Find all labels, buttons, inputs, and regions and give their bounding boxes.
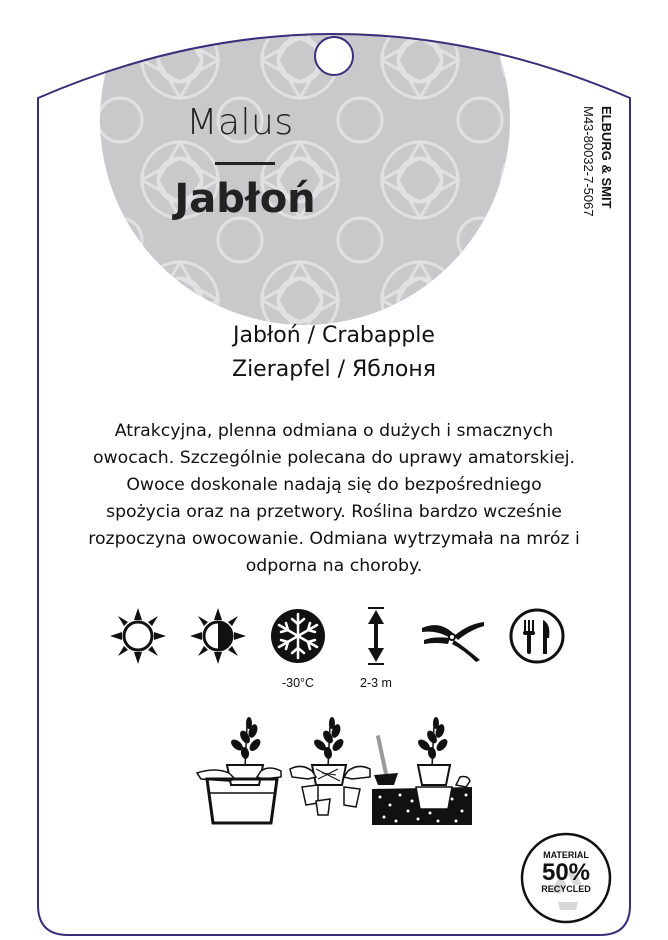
badge-line-3: RECYCLED [541, 884, 591, 894]
half-shade-icon [188, 606, 248, 666]
full-sun-icon [108, 606, 168, 666]
species-title: Jabłoń [174, 176, 316, 222]
frost-hardiness-icon [268, 606, 328, 666]
pruning-shears-icon [420, 606, 486, 666]
product-code: M43-80032-7-5067 [581, 106, 596, 217]
plant-description: Atrakcyjna, plenna odmiana o dużych i smacznych owocach. Szczególnie polecana do uprawy amatorskiej. Owoce doskonale nadają się do bezpośredniego spożycia oraz na przetwory. Roślina bardzo wcześnie rozpoczyna owocowanie. Odmiana wytrzymała na mróz i odporna na choroby. [88, 421, 580, 576]
recycled-material-badge [520, 832, 612, 924]
brand-name: ELBURG & SMIT [599, 106, 614, 209]
height-caption: 2-3 m [360, 676, 392, 690]
brand-code-vertical [560, 106, 620, 286]
common-names-line-1: Jabłoń / Crabapple [233, 323, 435, 348]
badge-line-1: MATERIAL [543, 850, 589, 860]
title-divider [215, 162, 275, 165]
badge-line-2: 50% [541, 859, 591, 886]
soak-pot-step [195, 715, 285, 830]
frost-caption: -30°C [281, 676, 315, 690]
genus-title: Malus [186, 102, 294, 143]
edible-icon [507, 606, 567, 666]
height-arrow-icon [346, 606, 406, 666]
remove-pot-step [288, 715, 372, 830]
plant-in-soil-step [372, 715, 472, 830]
common-names-line-2: Zierapfel / Яблоня [232, 357, 436, 382]
